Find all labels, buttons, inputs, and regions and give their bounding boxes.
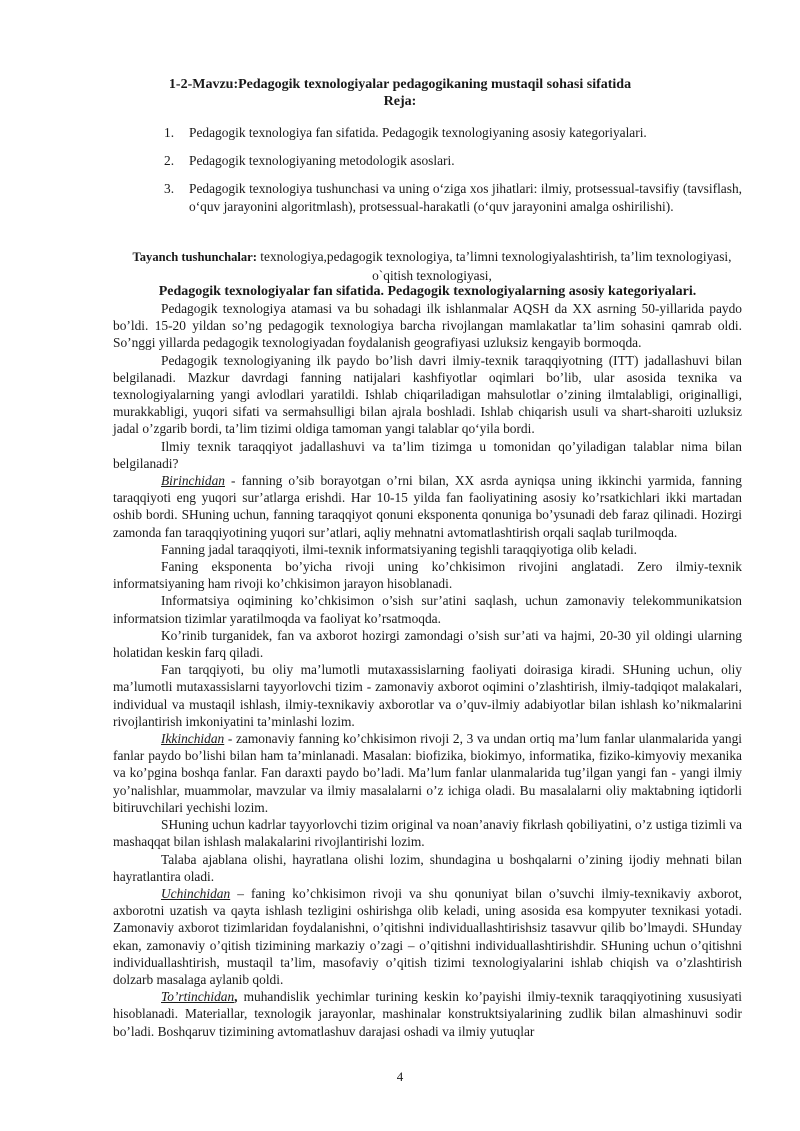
plan-item-text: Pedagogik texnologiya fan sifatida. Pedagogik texnologiyaning asosiy kategoriyalari. xyxy=(189,125,647,140)
paragraph-text: Informatsiya oqimining ko’chkisimon o’sish sur’atini saqlash, uchun zamonaviy telekommunikatsion informatsion tizimlar yaratilmoqda va faoliyat ko’rsatmoqda. xyxy=(113,593,742,626)
plan-list xyxy=(164,124,742,226)
paragraph xyxy=(113,988,742,1040)
paragraph xyxy=(113,730,742,816)
plan-item-number: 2. xyxy=(164,153,175,169)
plan-item-text: Pedagogik texnologiyaning metodologik asoslari. xyxy=(189,153,455,169)
paragraph-text: Pedagogik texnologiyaning ilk paydo bo’lish davri ilmiy-texnik taraqqiyotning (ITT) jadallashuvi bilan belgilanadi. Mazkur davrdagi fanning natijalari kashfiyotlar oqimlari bo’lib, ular asosida texnika va texnologiyalarning yangi avlodlari yaratildi. Ishlab chiqariladigan mahsulotlar o’zining ilmtalabligi, originalligi, murakkabligi, yuqori sifati va sermahsulligi bilan ajrala boshladi. Ishlab chiqarish usuli va shart-sharoiti uzluksiz jadal o’zgarib bordi, ta’lim tizimi oldiga tamoman yangi talablar qo‘yila bordi. xyxy=(113,352,742,437)
paragraph xyxy=(113,352,742,438)
paragraph xyxy=(113,661,742,730)
paragraph xyxy=(113,851,742,885)
paragraph xyxy=(113,627,742,661)
paragraph xyxy=(113,816,742,850)
paragraph-lead-word: Uchinchidan xyxy=(161,885,231,901)
paragraph-text: Fan tarqqiyoti, bu oliy ma’lumotli mutaxassislarning faoliyati doirasiga kiradi. SHuning uchun, oliy ma’lumotli mutaxassislarni tayyorlovchi tizim - zamonaviy axborot oqimini o’zlashtirish, ilmiy-tadqiqot malakalari, individual va mustaqil ishlash, ilmiy-texnikaviy axborotlar va o’quv-ilmiy adabiyotlar bilan ishlash ko’nikmalarini rivojlantirish imkoniyatini ta’minlashi lozim. xyxy=(113,662,742,729)
paragraph-text: - zamonaviy fanning ko’chkisimon rivoji 2, 3 va undan ortiq ma’lum fanlar ulanmalarida yangi fanlar paydo bo’lishi bilan ham ta’minlanadi. Masalan: biofizika, biokimyo, informatika, fiziko-kimyoviy mexanika va ko’pgina boshqa fanlar. Fan daraxti paydo bo’ladi. Ma’lum fanlar ulanmalarida tug’ilgan yangi fan - yangi ilmiy yo’nalishlar, muammolar, mavzular va ilmiy masalalarni o’z ichiga oladi. Bu masalalarni oliy maktabning iqtidorli bitiruvchilari yechishi lozim. xyxy=(113,731,742,815)
document-title xyxy=(0,76,800,110)
plan-item-number: 3. xyxy=(164,181,175,197)
paragraph-text: SHuning uchun kadrlar tayyorlovchi tizim original va noan’anaviy fikrlash qobiliyatini, o’z ustiga tizimli va mashaqqat bilan ishlash malakalarini rivojlantirishi lozim. xyxy=(113,817,742,850)
paragraph-text: Faning eksponenta bo’yicha rivoji uning ko’chkisimon rivojini anglatadi. Zero ilmiy-texnik informatsiyaning ham rivoji ko’chkisimon jarayon hisoblanadi. xyxy=(113,559,742,592)
key-concepts xyxy=(132,248,732,284)
key-concepts-label: Tayanch tushunchalar: xyxy=(132,250,257,264)
plan-item xyxy=(164,152,742,169)
paragraph xyxy=(113,438,742,472)
paragraph-lead-word: Ikkinchidan xyxy=(161,731,225,747)
paragraph xyxy=(113,558,742,592)
document-body xyxy=(113,283,742,1040)
plan-heading: Reja: xyxy=(383,94,417,109)
paragraph-text: Ko’rinib turganidek, fan va axborot hozirgi zamondagi o’sish sur’ati va hajmi, 20-30 yil oldingi ularning holatidan keskin farq qiladi. xyxy=(113,627,742,661)
page-number: 4 xyxy=(396,1069,404,1084)
plan-item xyxy=(164,180,742,214)
key-concepts-text: texnologiya,pedagogik texnologiya, ta’limni texnologiyalashtirish, ta’lim texnologiyasi, o`qitish texnologiyasi, xyxy=(256,249,732,283)
paragraph-text: – faning ko’chkisimon rivoji va shu qonuniyat bilan o’suvchi ilmiy-texnikaviy axborot, axborotni uzatish va qayta ishlash tezligini oshirishga olib keladi, uning asosida esa kompyuter texnikasi yotadi. Zamonaviy axborot tizimlaridan foydalanishni, o’qitishni individuallashtirishsiz tasavvur qilib bo’lmaydi. SHunday ekan, zamonaviy o’qitish tizimining markaziy o’zagi – o’qitishni individuallashtirishdir. SHuning uchun o’qitishni individuallashtirish, mustaqil ta’lim, masofaviy o’qitish tizimi texnologiyalarini ishlab chiqish va o’zlashtirish dolzarb masalaga aylanib qoldi. xyxy=(113,885,742,987)
plan-item xyxy=(164,124,742,141)
paragraph-lead-comma: , xyxy=(234,989,238,1005)
paragraph-text: Pedagogik texnologiya atamasi va bu sohadagi ilk ishlanmalar AQSH da XX asrning 50-yillarida paydo bo’ldi. 15-20 yildan so’ng pedagogik texnologiya barcha rivojlangan mamlakatlar ta’lim sohasini qamrab oldi. So’nggi yillarda pedagogik texnologiyadan foydalanish geografiyasi uzluksiz kengayib bormoqda. xyxy=(113,301,742,351)
paragraph xyxy=(113,885,742,988)
paragraph xyxy=(113,541,742,558)
paragraph-lead-word: Birinchidan xyxy=(161,473,225,489)
paragraph xyxy=(113,592,742,626)
paragraph-text: - fanning o’sib borayotgan o’rni bilan, XX asrda ayniqsa uning ikkinchi yarmida, fanning taraqqiyoti eng yuqori sur’atlarga erishdi. Har 10-15 yilda fan faoliyatining asosiy ko’rsatkichlari ikki martadan oshib bordi. SHuning uchun, fanning taraqqiyot qonuni eksponenta qonuniga bo’ysunadi deb faraz qilinadi. Hozirgi zamonda fan taraqqiyotining yuqori sur’atlari, aqliy mehnatni avtomatlashtirish orqali saqlab turilmoqda. xyxy=(113,473,742,540)
paragraph-lead-word: To’rtinchidan xyxy=(161,989,235,1005)
plan-item-number: 1. xyxy=(164,125,175,140)
paragraph xyxy=(113,472,742,541)
section-heading: Pedagogik texnologiyalar fan sifatida. Pedagogik texnologiyalarning asosiy kategoriyalari. xyxy=(158,284,697,299)
plan-item-text: Pedagogik texnologiya tushunchasi va uning o‘ziga xos jihatlari: ilmiy, protsessual-tavsifiy (tavsiflash, o‘quv jarayonini algoritmlash), protsessual-harakatli (o‘quv jarayonini amalga oshirilishi). xyxy=(189,181,742,214)
paragraph-text: Fanning jadal taraqqiyoti, ilmi-texnik informatsiyaning tegishli taraqqiyotiga olib keladi. xyxy=(161,541,638,557)
paragraph-text: muhandislik yechimlar turining keskin ko’payishi ilmiy-texnik taraqqiyotining xususiyati hisoblanadi. Materiallar, texnologik jarayonlar, mashinalar konstruktsiyalarining zudlik bilan almashinuvi sodir bo’ladi. Boshqaruv tizimining avtomatlashuv darajasi oshadi va ilmiy yutuqlar xyxy=(113,989,742,1039)
topic-title: 1-2-Mavzu:Pedagogik texnologiyalar pedagogikaning mustaqil sohasi sifatida xyxy=(168,77,632,92)
paragraph xyxy=(113,300,742,352)
paragraph-text: Ilmiy texnik taraqqiyot jadallashuvi va ta’lim tizimga u tomonidan qo’yiladigan talablar nima bilan belgilanadi? xyxy=(113,438,742,471)
paragraph-text: Talaba ajablana olishi, hayratlana olishi lozim, shundagina u boshqalarni o’zining ijodiy mehnati bilan hayratlantira oladi. xyxy=(113,851,742,884)
